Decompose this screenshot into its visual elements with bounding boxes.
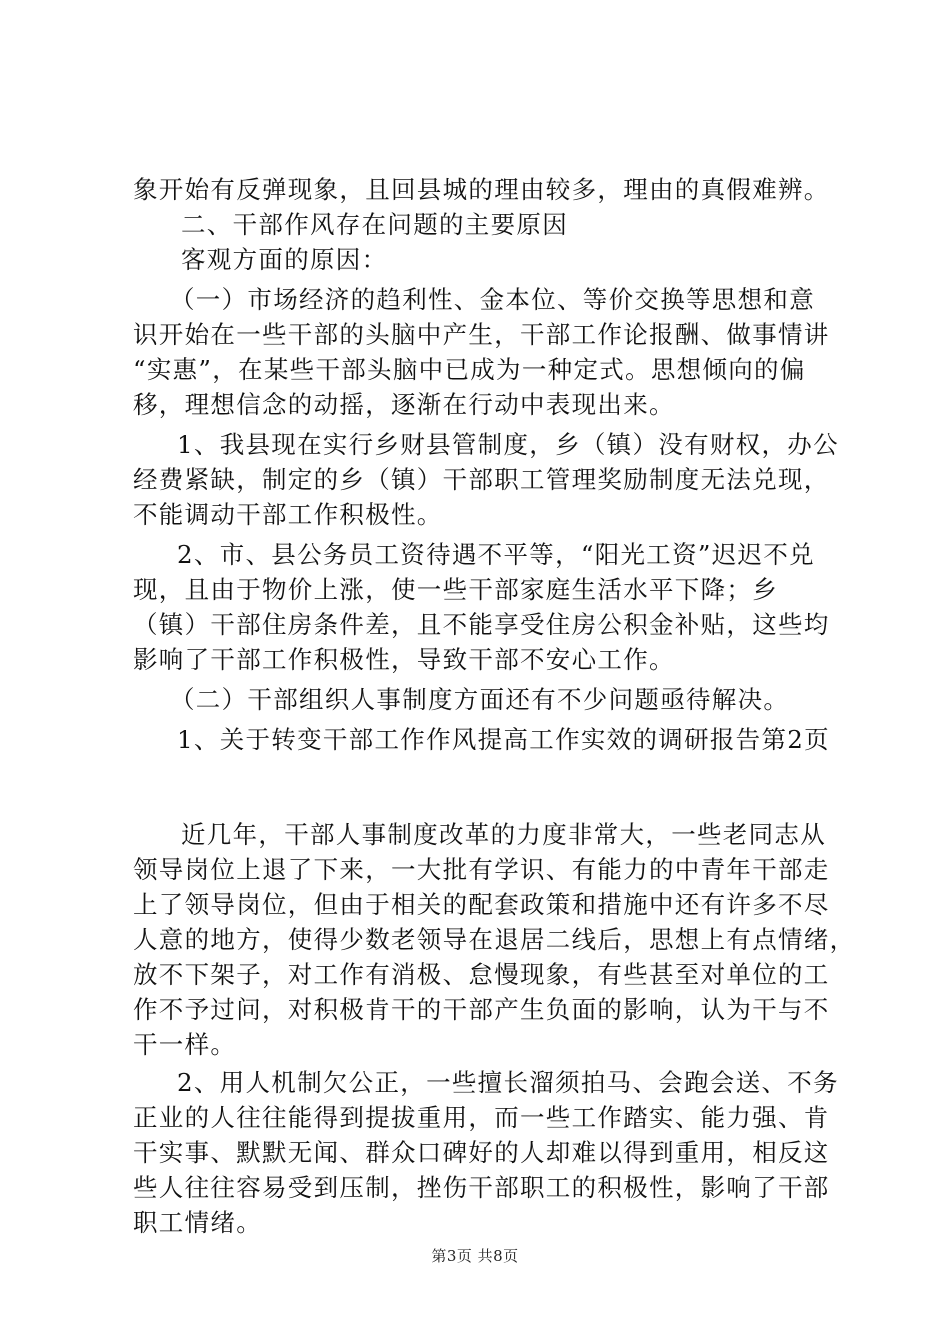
text-line: 1、我县现在实行乡财县管制度，乡（镇）没有财权，办公 [177, 430, 839, 459]
text-line: （一）市场经济的趋利性、金本位、等价交换等思想和意 [170, 285, 815, 314]
text-line: 不能调动干部工作积极性。 [133, 500, 443, 529]
text-line: 象开始有反弹现象，且回县城的理由较多，理由的真假难辨。 [133, 175, 830, 204]
text-line: 人意的地方，使得少数老领导在退居二线后，思想上有点情绪， [133, 925, 856, 954]
text-line: 作不予过问，对积极肯干的干部产生负面的影响，认为干与不 [133, 995, 830, 1024]
text-line: 近几年，干部人事制度改革的力度非常大，一些老同志从 [181, 820, 826, 849]
text-line: 识开始在一些干部的头脑中产生，干部工作论报酬、做事情讲 [133, 320, 830, 349]
text-line: 些人往往容易受到压制，挫伤干部职工的积极性，影响了干部 [133, 1173, 830, 1202]
text-line: 移，理想信念的动摇，逐渐在行动中表现出来。 [133, 390, 675, 419]
text-line: 2、用人机制欠公正，一些擅长溜须拍马、会跑会送、不务 [177, 1068, 839, 1097]
text-line: 放不下架子，对工作有消极、怠慢现象，有些甚至对单位的工 [133, 960, 830, 989]
text-line: 1、关于转变干部工作作风提高工作实效的调研报告第2页 [177, 725, 830, 754]
text-line: “实惠”，在某些干部头脑中已成为一种定式。思想倾向的偏 [133, 355, 806, 384]
text-line: 2、市、县公务员工资待遇不平等，“阳光工资”迟迟不兑 [177, 540, 815, 569]
text-line: 干实事、默默无闻、群众口碑好的人却难以得到重用，相反这 [133, 1138, 830, 1167]
text-line: 干一样。 [133, 1030, 237, 1059]
text-line: 经费紧缺，制定的乡（镇）干部职工管理奖励制度无法兑现， [133, 465, 830, 494]
text-line: 上了领导岗位，但由于相关的配套政策和措施中还有许多不尽 [133, 890, 830, 919]
text-line: （镇）干部住房条件差，且不能享受住房公积金补贴，这些均 [133, 610, 830, 639]
text-line: 影响了干部工作积极性，导致干部不安心工作。 [133, 645, 675, 674]
text-line: 现，且由于物价上涨，使一些干部家庭生活水平下降；乡 [133, 575, 778, 604]
text-line: 职工情绪。 [133, 1208, 262, 1237]
subheading: 客观方面的原因： [181, 245, 388, 274]
section-heading: 二、干部作风存在问题的主要原因 [181, 210, 568, 239]
page-number: 第3页 共8页 [431, 1247, 519, 1265]
text-line: 领导岗位上退了下来，一大批有学识、有能力的中青年干部走 [133, 855, 830, 884]
text-line: （二）干部组织人事制度方面还有不少问题亟待解决。 [170, 685, 790, 714]
text-line: 正业的人往往能得到提拔重用，而一些工作踏实、能力强、肯 [133, 1103, 830, 1132]
